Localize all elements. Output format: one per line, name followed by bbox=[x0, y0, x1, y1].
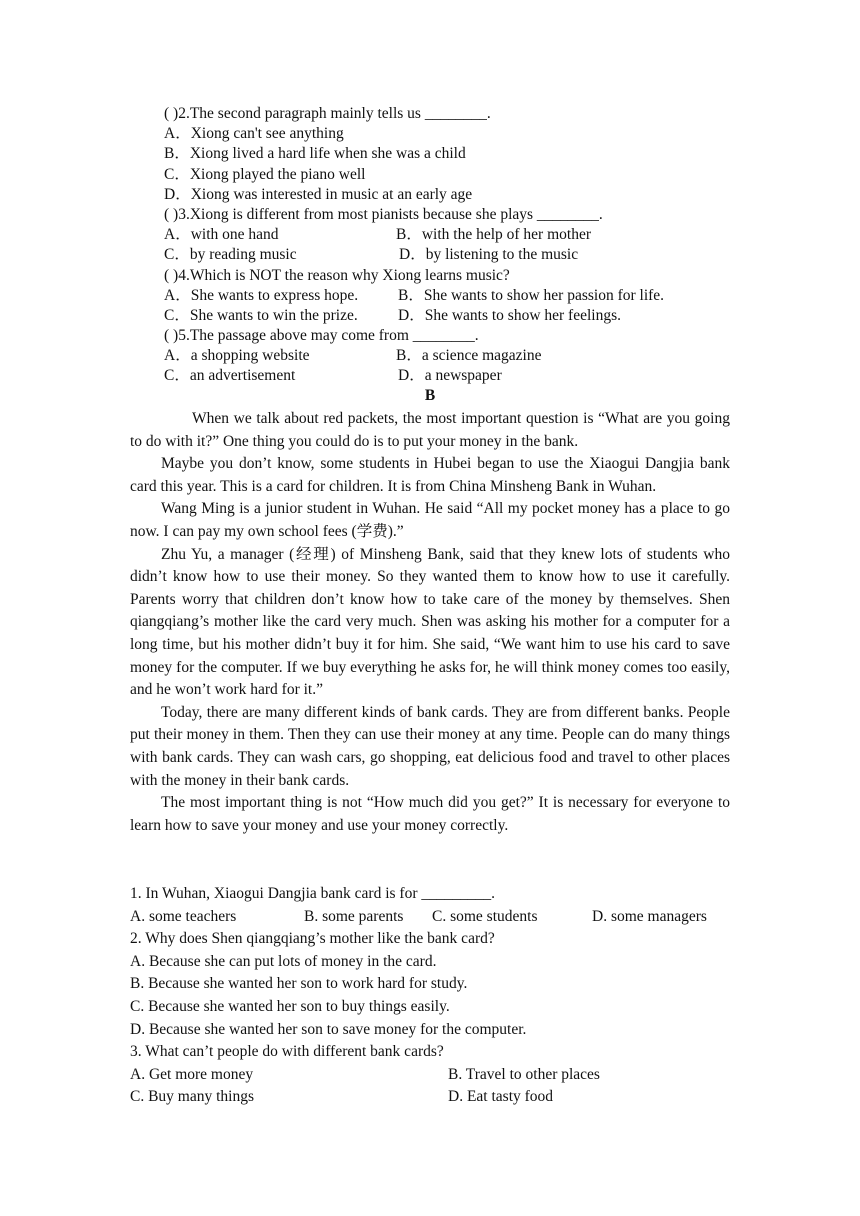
question-stem: ( )5.The passage above may come from ________. bbox=[164, 327, 479, 345]
passage-paragraph: Zhu Yu, a manager (经理) of Minsheng Bank, said that they knew lots of students who didn’t know how to use their money. So they wanted them to know how to use it carefully. Parents worry that children don’t know how to take care of the money by themselves. Shen qiangqiang’s mother like the card very much. Shen was asking his mother for a computer for a long time, but his mother didn’t buy it for him. She said, “We want him to use his card to save money for the computer. If we buy everything he asks for, he will think money comes too easily, and he won’t work hard for it.” bbox=[130, 545, 730, 699]
passage-paragraph: Wang Ming is a junior student in Wuhan. He said “All my pocket money has a place to go now. I can pay my own school fees (学费).” bbox=[130, 500, 730, 540]
option: A. Because she can put lots of money in the card. bbox=[130, 952, 437, 970]
option-row bbox=[164, 225, 764, 245]
option: D．a newspaper bbox=[398, 367, 502, 385]
question-stem: ( )2.The second paragraph mainly tells us ________. bbox=[164, 105, 491, 122]
option: D．by listening to the music bbox=[399, 246, 579, 264]
option-row bbox=[164, 306, 764, 326]
option-row bbox=[164, 286, 764, 306]
option: C．by reading music bbox=[164, 246, 297, 264]
option: C. some students bbox=[432, 907, 538, 925]
option-row bbox=[130, 1064, 750, 1087]
option-row bbox=[164, 366, 764, 386]
option: B．She wants to show her passion for life. bbox=[398, 286, 665, 304]
option: B. some parents bbox=[304, 907, 404, 925]
option: A．with one hand bbox=[164, 226, 279, 244]
passage-paragraph: The most important thing is not “How much did you get?” It is necessary for everyone to learn how to save your money and use your money correctly. bbox=[130, 794, 730, 834]
passage-paragraph: Today, there are many different kinds of bank cards. They are from different banks. People put their money in them. Then they can use their money at any time. People can do many things with bank cards. They can wash cars, go shopping, eat delicious food and travel to other places with the money in their bank cards. bbox=[130, 703, 730, 789]
option: C．She wants to win the prize. bbox=[164, 306, 358, 324]
option: B. Because she wanted her son to work hard for study. bbox=[130, 975, 468, 993]
option: C．Xiong played the piano well bbox=[164, 165, 366, 183]
option-row bbox=[130, 906, 750, 929]
option: A．Xiong can't see anything bbox=[164, 125, 344, 143]
passage-paragraph: When we talk about red packets, the most important question is “What are you going to do with it?” One thing you could do is to put your money in the bank. bbox=[130, 410, 730, 450]
option: D．She wants to show her feelings. bbox=[398, 306, 621, 324]
option-row bbox=[164, 346, 764, 366]
part-a-questions bbox=[164, 104, 764, 387]
option: C．an advertisement bbox=[164, 367, 296, 385]
option: A．a shopping website bbox=[164, 347, 310, 365]
option: D. some managers bbox=[592, 907, 707, 925]
option: A. Get more money bbox=[130, 1065, 254, 1083]
question-stem: 1. In Wuhan, Xiaogui Dangjia bank card is for _________. bbox=[130, 885, 495, 902]
passage-paragraph: Maybe you don’t know, some students in Hubei began to use the Xiaogui Dangjia bank card this year. This is a card for children. It is from China Minsheng Bank in Wuhan. bbox=[130, 455, 730, 495]
question-stem: 2. Why does Shen qiangqiang’s mother like the bank card? bbox=[130, 930, 495, 948]
option: A. some teachers bbox=[130, 907, 237, 925]
option: D．Xiong was interested in music at an early age bbox=[164, 185, 473, 203]
section-heading: B bbox=[424, 387, 436, 404]
option: B. Travel to other places bbox=[448, 1065, 600, 1083]
option: C. Because she wanted her son to buy things easily. bbox=[130, 997, 450, 1015]
option: D. Because she wanted her son to save money for the computer. bbox=[130, 1020, 527, 1038]
option: B．a science magazine bbox=[396, 347, 542, 365]
option-row bbox=[164, 245, 764, 265]
option: D. Eat tasty food bbox=[448, 1088, 554, 1106]
passage-b bbox=[130, 408, 730, 837]
option: C. Buy many things bbox=[130, 1088, 255, 1106]
question-stem: 3. What can’t people do with different bank cards? bbox=[130, 1043, 444, 1061]
option: B．with the help of her mother bbox=[396, 226, 591, 244]
question-stem: ( )3.Xiong is different from most pianists because she plays ________. bbox=[164, 205, 603, 223]
question-stem: ( )4.Which is NOT the reason why Xiong learns music? bbox=[164, 266, 510, 284]
option: B．Xiong lived a hard life when she was a child bbox=[164, 145, 466, 163]
part-b-questions bbox=[130, 883, 750, 1109]
option: A．She wants to express hope. bbox=[164, 286, 359, 304]
option-row bbox=[130, 1086, 750, 1109]
